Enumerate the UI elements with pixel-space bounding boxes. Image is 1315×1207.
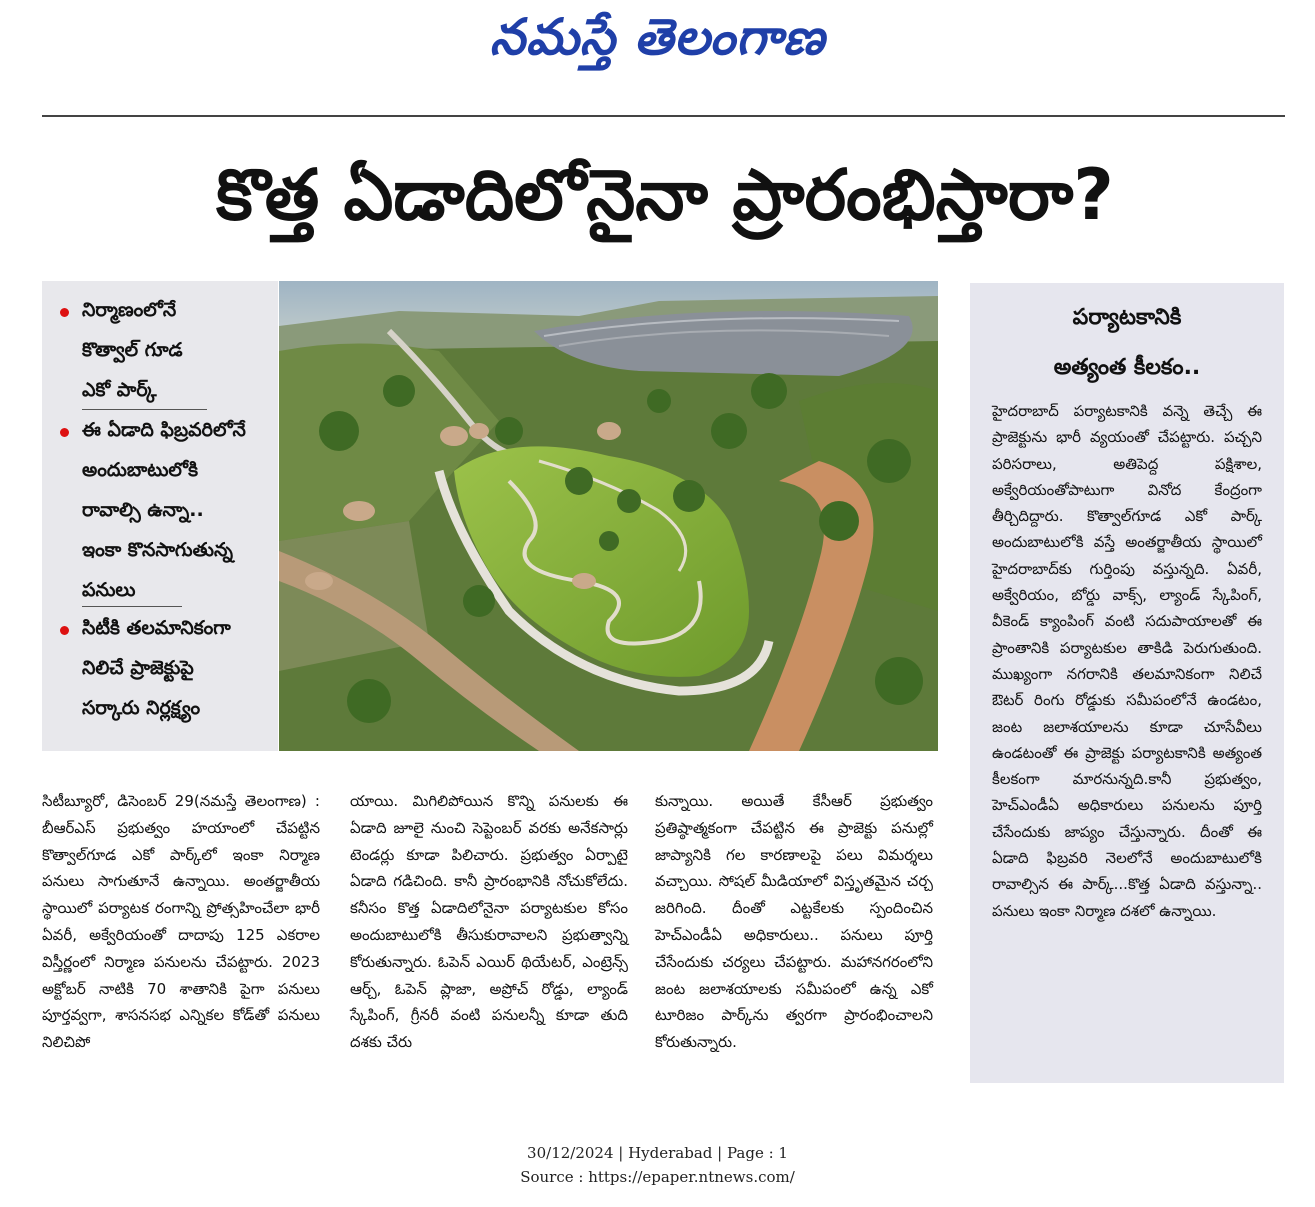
divider: [82, 606, 182, 607]
sidebar-box: [970, 283, 1284, 1083]
highlight-line: నిర్మాణంలోనే: [82, 299, 177, 321]
masthead-rule: [42, 115, 1285, 117]
footer-source: Source : https://epaper.ntnews.com/: [520, 1168, 795, 1186]
highlight-line: సర్కారు నిర్లక్ష్యం: [82, 697, 201, 719]
highlight-line: పనులు: [82, 579, 136, 601]
masthead: నమస్తే తెలంగాణ: [489, 8, 826, 66]
footer-dateline: 30/12/2024 | Hyderabad | Page : 1: [527, 1144, 788, 1162]
highlight-line: రావాల్సి ఉన్నా..: [82, 499, 204, 521]
article-column: యాయి. మిగిలిపోయిన కొన్ని పనులకు ఈ ఏడాది జూలై నుంచి సెప్టెంబర్‌ వరకు అనేకసార్లు టెండర్లు కూడా పిలిచారు. ప్రభుత్వం ఏర్పాటై ఏడాది గడిచింది. కానీ ప్రారంభానికి నోచుకోలేదు. కనీసం కొత్త ఏడాదిలోనైనా పర్యాటకుల కోసం అందుబాటులోకి తీసుకురావాలని ప్రభుత్వాన్ని కోరుతున్నారు. ఓపెన్‌ ఎయిర్‌ థియేటర్‌, ఎంట్రెన్స్‌ ఆర్చ్‌, ఓపెన్‌ ప్లాజా, అప్రోచ్‌ రోడ్డు, ల్యాండ్‌ స్కేపింగ్‌, గ్రీనరీ వంటి పనులన్నీ కూడా తుది దశకు చేరు: [350, 792, 628, 1052]
highlight-line: ఈ ఏడాది ఫిబ్రవరిలోనే: [82, 419, 246, 441]
sidebar-title: అత్యంత కీలకం..: [1053, 355, 1201, 380]
eco-park-photo: [279, 281, 938, 751]
highlight-line: నిలిచే ప్రాజెక్టుపై: [82, 657, 194, 679]
highlight-line: సిటీకి తలమానికంగా: [82, 617, 231, 639]
article-column: సిటీబ్యూరో, డిసెంబర్‌ 29(నమస్తే తెలంగాణ) : బీఆర్‌ఎస్‌ ప్రభుత్వం హయాంలో చేపట్టిన కొత్వాల్‌గూడ ఎకో పార్క్‌లో ఇంకా నిర్మాణ పనులు సాగుతూనే ఉన్నాయి. అంతర్జాతీయ స్థాయిలో పర్యాటక రంగాన్ని ప్రోత్సహించేలా భారీ ఏవరీ, అక్వేరియంతో దాదాపు 125 ఎకరాల విస్తీర్ణంలో నిర్మాణ పనులను చేపట్టారు. 2023 అక్టోబర్‌ నాటికి 70 శాతానికి పైగా పనులు పూర్తవ్వగా, శాసనసభ ఎన్నికల కోడ్‌తో పనులు నిలిచిపో: [42, 792, 320, 1052]
sidebar-body: హైదరాబాద్‌ పర్యాటకానికి వన్నె తెచ్చే ఈ ప్రాజెక్టును భారీ వ్యయంతో చేపట్టారు. పచ్చని పరిసరాలు, అతిపెద్ద పక్షిశాల, అక్వేరియంతోపాటుగా వినోద కేంద్రంగా తీర్చిదిద్దారు. కొత్వాల్‌గూడ ఎకో పార్క్‌ అందుబాటులోకి వస్తే అంతర్జాతీయ స్థాయిలో హైదరాబాద్‌కు గుర్తింపు వస్తున్నది. ఏవరీ, అక్వేరియం, బోర్డు వాక్స్‌, ల్యాండ్‌ స్కేపింగ్‌, వీకెండ్‌ క్యాంపింగ్‌ వంటి సదుపాయాలతో ఈ ప్రాంతానికి పర్యాటకుల తాకిడి పెరుగుతుంది. ముఖ్యంగా నగరానికి తలమానికంగా నిలిచే ఔటర్‌ రింగు రోడ్డుకు సమీపంలోనే ఉండటం, జంట జలాశయాలను కూడా చూసేవీలు ఉండటంతో ఈ ప్రాజెక్టు పర్యాటకానికి అత్యంత కీలకంగా మారనున్నది.కానీ ప్రభుత్వం, హెచ్‌ఎండీఏ అధికారులు పనులను పూర్తి చేసేందుకు జాప్యం చేస్తున్నారు. దీంతో ఈ ఏడాది ఫిబ్రవరి నెలలోనే అందుబాటులోకి రావాల్సిన ఈ పార్క్‌...కొత్త ఏడాది వస్తున్నా.. పనులు ఇంకా నిర్మాణ దశలో ఉన్నాయి.: [992, 402, 1262, 920]
highlight-line: ఎకో పార్క్‌: [82, 379, 157, 401]
highlight-line: అందుబాటులోకి: [82, 459, 198, 481]
headline: కొత్త ఏడాదిలోనైనా ప్రారంభిస్తారా?: [216, 154, 1114, 236]
divider: [82, 409, 207, 410]
highlight-line: కొత్వాల్‌ గూడ: [82, 339, 183, 361]
article-column: కున్నాయి. అయితే కేసీఆర్‌ ప్రభుత్వం ప్రతిష్ఠాత్మకంగా చేపట్టిన ఈ ప్రాజెక్టు పనుల్లో జాప్యానికి గల కారణాలపై పలు విమర్శలు వచ్చాయి. సోషల్‌ మీడియాలో విస్తృతమైన చర్చ జరిగింది. దీంతో ఎట్టకేలకు స్పందించిన హెచ్‌ఎండీఏ అధికారులు.. పనులు పూర్తి చేసేందుకు చర్యలు చేపట్టారు. మహానగరంలోని జంట జలాశయాలకు సమీపంలో ఉన్న ఎకో టూరిజం పార్క్‌ను త్వరగా ప్రారంభించాలని కోరుతున్నారు.: [655, 792, 933, 1052]
highlight-line: ఇంకా కొనసాగుతున్న: [82, 539, 233, 561]
highlights-box: [42, 281, 278, 751]
bullet-icon: [60, 428, 69, 437]
bullet-icon: [60, 626, 69, 635]
bullet-icon: [60, 308, 69, 317]
sidebar-title: పర్యాటకానికి: [1072, 305, 1182, 330]
